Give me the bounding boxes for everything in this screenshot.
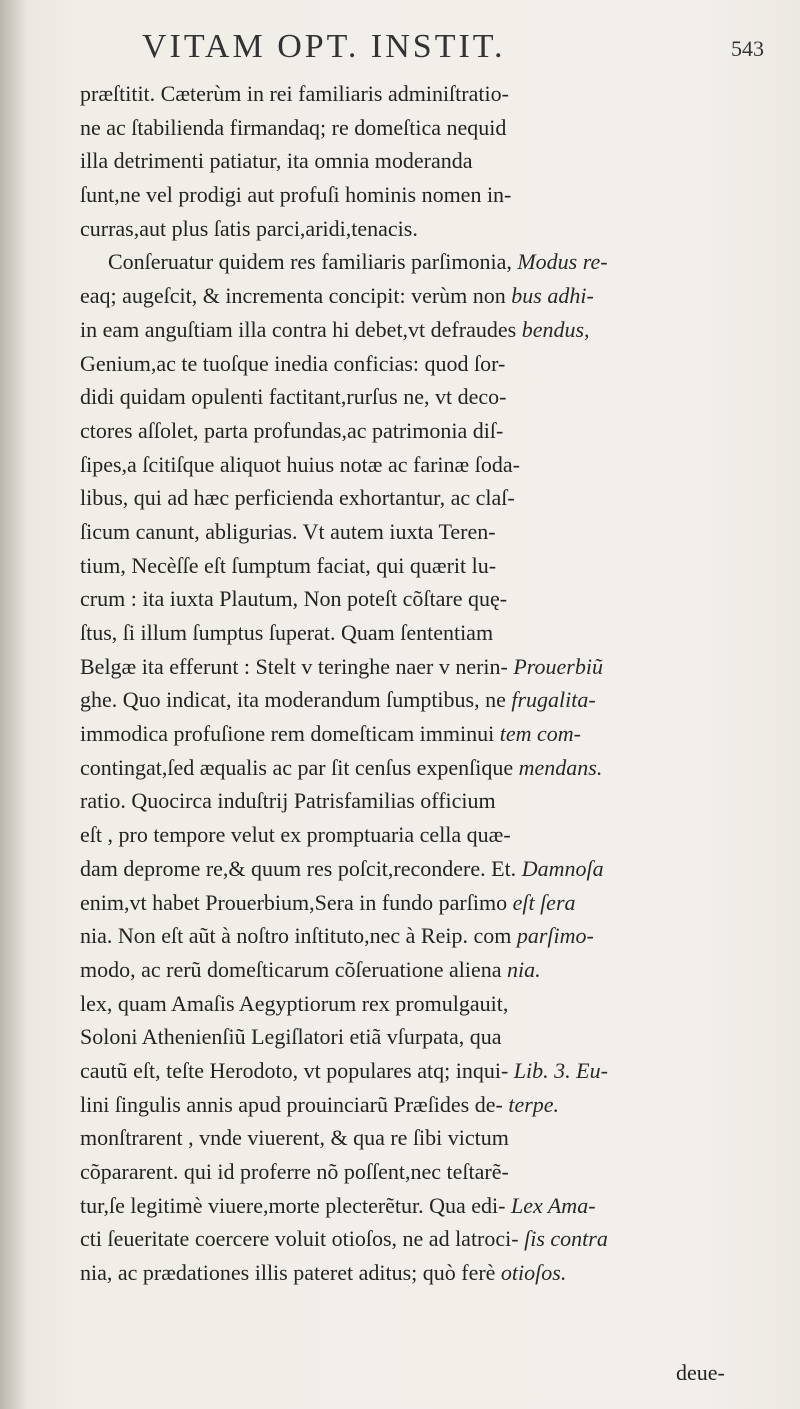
line-text: lex, quam Amaſis Aegyptiorum rex promulgauit, [80, 990, 509, 1016]
text-line [80, 1256, 770, 1290]
marginal-note: Lib. 3. Eu- [513, 1057, 608, 1083]
text-line [80, 111, 770, 145]
line-text: tur,ſe legitimè viuere,morte plecterẽtur. Qua edi- [80, 1192, 506, 1218]
line-text: ne ac ſtabilienda firmandaq; re domeſtica nequid [80, 114, 507, 140]
text-line [80, 650, 770, 684]
text-line [80, 279, 770, 313]
text-line [80, 515, 770, 549]
text-line [80, 549, 770, 583]
marginal-note: ſis contra [524, 1226, 608, 1252]
marginal-note: tem com- [499, 721, 581, 747]
text-line [80, 1155, 770, 1189]
marginal-note: Prouerbiũ [513, 653, 603, 679]
text-line [80, 212, 770, 246]
text-line [80, 751, 770, 785]
line-text: libus, qui ad hæc perficienda exhortantur, ac claſ- [80, 485, 515, 511]
line-text: in eam anguſtiam illa contra hi debet,vt defraudes [80, 316, 517, 342]
catchword: deue- [676, 1360, 725, 1385]
line-text: illa detrimenti patiatur, ita omnia moderanda [80, 148, 473, 174]
marginal-note: bendus, [521, 316, 590, 342]
running-title: VITAM OPT. INSTIT. [142, 28, 506, 65]
marginal-note: terpe. [508, 1091, 560, 1117]
text-line [80, 784, 770, 818]
text-line [80, 380, 770, 414]
marginal-note: nia. [506, 956, 541, 982]
text-line [80, 852, 770, 886]
line-text: eaq; augeſcit, & incrementa concipit: verùm non [80, 283, 506, 309]
line-text: ghe. Quo indicat, ita moderandum ſumptibus, ne [80, 687, 506, 713]
marginal-note: Modus re- [517, 249, 608, 275]
text-line [80, 144, 770, 178]
text-line [80, 818, 770, 852]
text-line [80, 245, 770, 279]
line-text: curras,aut plus ſatis parci,aridi,tenacis. [80, 215, 418, 241]
text-line [80, 683, 770, 717]
line-text: eſt , pro tempore velut ex promptuaria cella quæ- [80, 822, 511, 848]
text-line [80, 1088, 770, 1122]
line-text: præſtitit. Cæterùm in rei familiaris adminiſtratio- [80, 81, 509, 106]
line-text: ratio. Quocirca induſtrij Patrisfamilias officium [80, 788, 496, 814]
line-text: ſunt,ne vel prodigi aut profuſi hominis nomen in- [80, 182, 512, 208]
marginal-note: parſimo- [516, 923, 594, 949]
line-text: enim,vt habet Prouerbium,Sera in fundo parſimo [80, 889, 508, 915]
line-text: tium, Necèſſe eſt ſumptum faciat, qui quærit lu- [80, 552, 497, 578]
line-text: ſtus, ſi illum ſumptus ſuperat. Quam ſententiam [80, 620, 494, 645]
line-text: immodica profuſione rem domeſticam imminui [80, 721, 495, 747]
text-line [80, 616, 770, 650]
gutter-shadow [0, 0, 26, 1409]
line-text: Conſeruatur quidem res familiaris parſimonia, [108, 249, 512, 275]
text-line [80, 919, 770, 953]
line-text: ſicum canunt, abligurias. Vt autem iuxta Teren- [80, 518, 496, 544]
line-text: Soloni Athenienſiũ Legiſlatori etiã vſurpata, qua [80, 1024, 502, 1050]
text-line [80, 178, 770, 212]
line-text: contingat,ſed æqualis ac par ſit cenſus expenſique [80, 754, 514, 780]
text-line [80, 886, 770, 920]
line-text: crum : ita iuxta Plautum, Non poteſt cõſtare quę- [80, 586, 508, 612]
page-number: 543 [731, 36, 764, 61]
text-line [80, 414, 770, 448]
line-text: dam deprome re,& quum res poſcit,recondere. Et. [80, 855, 517, 881]
line-text: cautũ eſt, teſte Herodoto, vt populares atq; inqui- [80, 1057, 509, 1083]
page-header [120, 28, 770, 68]
line-text: ſipes,a ſcitiſque aliquot huius notæ ac farinæ ſoda- [80, 451, 520, 477]
line-text: lini ſingulis annis apud prouinciarũ Præſides de- [80, 1091, 503, 1117]
text-line [80, 1020, 770, 1054]
line-text: cti ſeueritate coercere voluit otioſos, ne ad latroci- [80, 1226, 519, 1252]
line-text: nia, ac prædationes illis pateret aditus; quò ferè [80, 1260, 496, 1286]
line-text: modo, ac rerũ domeſticarum cõſeruatione aliena [80, 956, 502, 982]
text-line [80, 481, 770, 515]
marginal-note: Damnoſa [521, 855, 604, 881]
text-line [80, 953, 770, 987]
text-line [80, 582, 770, 616]
marginal-note: Lex Ama- [511, 1192, 596, 1218]
text-line [80, 1189, 770, 1223]
text-line [80, 313, 770, 347]
line-text: Belgæ ita efferunt : Stelt v teringhe naer v nerin- [80, 653, 508, 679]
line-text: didi quidam opulenti factitant,rurſus ne, vt deco- [80, 384, 507, 410]
marginal-note: mendans. [518, 754, 603, 780]
marginal-note: bus adhi- [511, 283, 594, 309]
marginal-note: eſt ſera [512, 889, 576, 915]
marginal-note: frugalita- [511, 687, 596, 713]
line-text: cõpararent. qui id proferre nõ poſſent,nec teſtarẽ- [80, 1159, 509, 1184]
text-line [80, 1054, 770, 1088]
line-text: ctores aſſolet, parta profundas,ac patrimonia diſ- [80, 417, 504, 443]
line-text: nia. Non eſt aũt à noſtro inſtituto,nec à Reip. com [80, 923, 512, 949]
line-text: Genium,ac te tuoſque inedia conficias: quod ſor- [80, 350, 506, 376]
text-line [80, 1121, 770, 1155]
text-line [80, 1222, 770, 1256]
text-line [80, 448, 770, 482]
line-text: monſtrarent , vnde viuerent, & qua re ſibi victum [80, 1125, 509, 1151]
text-line [80, 987, 770, 1021]
marginal-note: otioſos. [500, 1260, 567, 1286]
text-line [80, 347, 770, 381]
text-line [80, 717, 770, 751]
text-line [80, 77, 770, 111]
body-text [80, 77, 770, 1290]
